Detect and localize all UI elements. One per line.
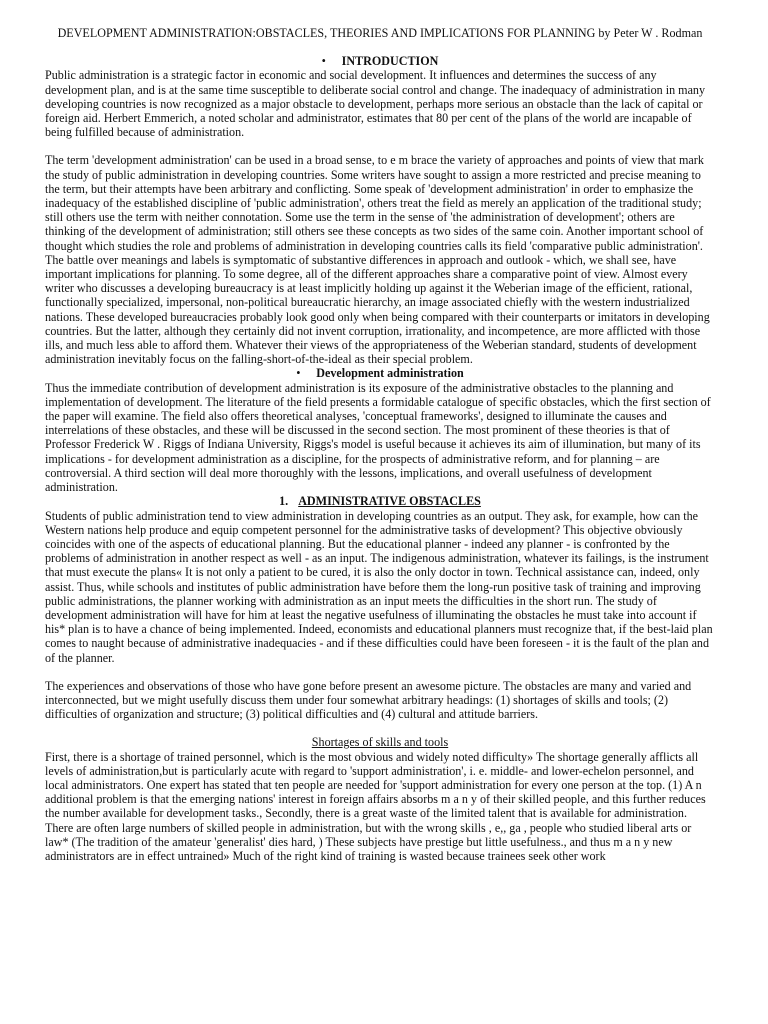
paragraph: The term 'development administration' can be used in a broad sense, to e m brace the variety of approaches and points of view that mark the study of public administration in developing countries. Some writers have sought to assign a more restricted and precise meaning to the term, but their attempts have been arbitrary and conflicting. Some speak of 'development administration' in order to emphasize the inadequacy of the established discipline of 'public administration', others treat the field as merely an application of the traditional study; still others use the term with neither connotation. Some use the term in the sense of 'the administration of development'; others are thinking of the development of administration; still others see these concepts as two sides of the same coin. Another important school of thought which studies the role and problems of administration in developing countries calls its field 'comparative public administration'. The battle over meanings and labels is symptomatic of substantive differences in approach and outlook - which, we shall see, have important implications for planning. To some degree, all of the different approaches share a comparative point of view. Almost every writer who discusses a developing bureaucracy is at least implicitly holding up against it the Weberian image of the efficient, rational, functionally specialized, impersonal, non-political bureaucratic hierarchy, an image associated chiefly with the western industrialized nations. These developed bureaucracies probably look good only when being compared with their counterparts or imitators in developing countries. But the latter, although they certainly did not invent corruption, irrationality, and incompetence, are more afflicted with those ills, and much less able to afford them. Whatever their views of the appropriateness of the Weberian standard, students of development administration inevitably focus on the falling-short-of-the-ideal as their special problem. (45, 153, 710, 367)
document-title: DEVELOPMENT ADMINISTRATION:OBSTACLES, THEORIES AND IMPLICATIONS FOR PLANNING by Peter W . Rodman (57, 26, 703, 40)
paragraph: Public administration is a strategic factor in economic and social development. It influences and determines the success of any development plan, and is at the same time susceptible to deliberate social control and change. The inadequacy of administration in many developing countries is now recognized as a major obstacle to development, perhaps more serious an obstacle than the lack of capital or foreign aid. Herbert Emmerich, a noted scholar and administrator, estimates that 80 per cent of the plans of the world are incapable of being fulfilled because of administration. (45, 68, 706, 140)
section-heading-development-administration (45, 366, 715, 380)
heading-text: ADMINISTRATIVE OBSTACLES (298, 494, 481, 509)
section-number: 1. (279, 494, 289, 509)
paragraph: The experiences and observations of those who have gone before present an awesome picture. The obstacles are many and varied and interconnected, but we might usefully discuss them under four somewhat arbitrary headings: (1) shortages of skills and tools; (2) difficulties of organization and structure; (3) political difficulties and (4) cultural and attitude barriers. (45, 678, 692, 722)
document-page (45, 26, 715, 863)
heading-text: Development administration (316, 366, 464, 381)
paragraph: Thus the immediate contribution of development administration is its exposure of the administrative obstacles to the planning and implementation of development. The literature of the field presents a formidable catalogue of specific obstacles, which the first section of the paper will examine. The field also offers theoretical analyses, 'conceptual frameworks', designed to illuminate the causes and interrelations of these obstacles, and these will be discussed in the second section. The most prominent of these theories is that of Professor Frederick W . Riggs of Indiana University, Riggs's model is useful because it achieves its aim of illumination, but many of its implications - for development administration as a discipline, for the prospects of administrative reform, and for planning – are controversial. A third section will deal more thoroughly with the lessons, implications, and overall usefulness of development administration. (45, 380, 711, 495)
paragraph: First, there is a shortage of trained personnel, which is the most obvious and widely noted difficulty» The shortage generally afflicts all levels of administration,but is particularly acute with regard to 'support administration', i. e. middle- and lower-echelon personnel, and local administrators. One expert has stated that ten people are needed for 'support administration for every one person at the top. (1) A n additional problem is that the emerging nations' interest in foreign affairs absorbs m a n y of their skilled people, and this further reduces the number available for development tasks., Secondly, there is a great waste of the limited talent that is available for administration. There are often large numbers of skilled people in administration, but with the wrong skills , e,, ga , people who studied liberal arts or law* (The tradition of the amateur 'generalist' dies hard, ) These subjects have prestige but little usefulness., and thus m a n y new administrators are in effect untrained» Much of the right kind of training is wasted because trainees seek other work (45, 749, 706, 863)
section-heading-administrative-obstacles (45, 494, 715, 508)
bullet-icon: • (296, 366, 301, 381)
bullet-icon: • (321, 54, 326, 69)
paragraph: Students of public administration tend to view administration in developing countries as an output. They ask, for example, how can the Western nations help produce and equip competent personnel for the administrative tasks of development? This objective obviously coincides with one of the aspects of educational planning. But the educational planner - indeed any planner - is confronted by the problems of administration in another respect as well - as an input. The indigenous administration, whatever its failings, is the instrument that must execute the plans« It is not only a patient to be cured, it is also the only doctor in town. Technical assistance can, indeed, only assist. Thus, while schools and institutes of public administration have before them the long-run positive task of training and improving public administrations, the planner working with administration as an input meets the difficulties in the short run. The study of development administration will have for him at least the negative usefulness of illuminating the obstacles he must take into account if his* plan is to have a chance of being implemented. Indeed, economists and educational planners must recognize that, if the best-laid plan comes to naught because of administrative inadequacies - and if these difficulties could have been foreseen - it is the fault of the plan and of the planner. (45, 508, 713, 665)
section-heading-introduction (45, 54, 715, 68)
heading-text: INTRODUCTION (341, 54, 439, 69)
subsection-heading-shortages: Shortages of skills and tools (311, 735, 449, 750)
